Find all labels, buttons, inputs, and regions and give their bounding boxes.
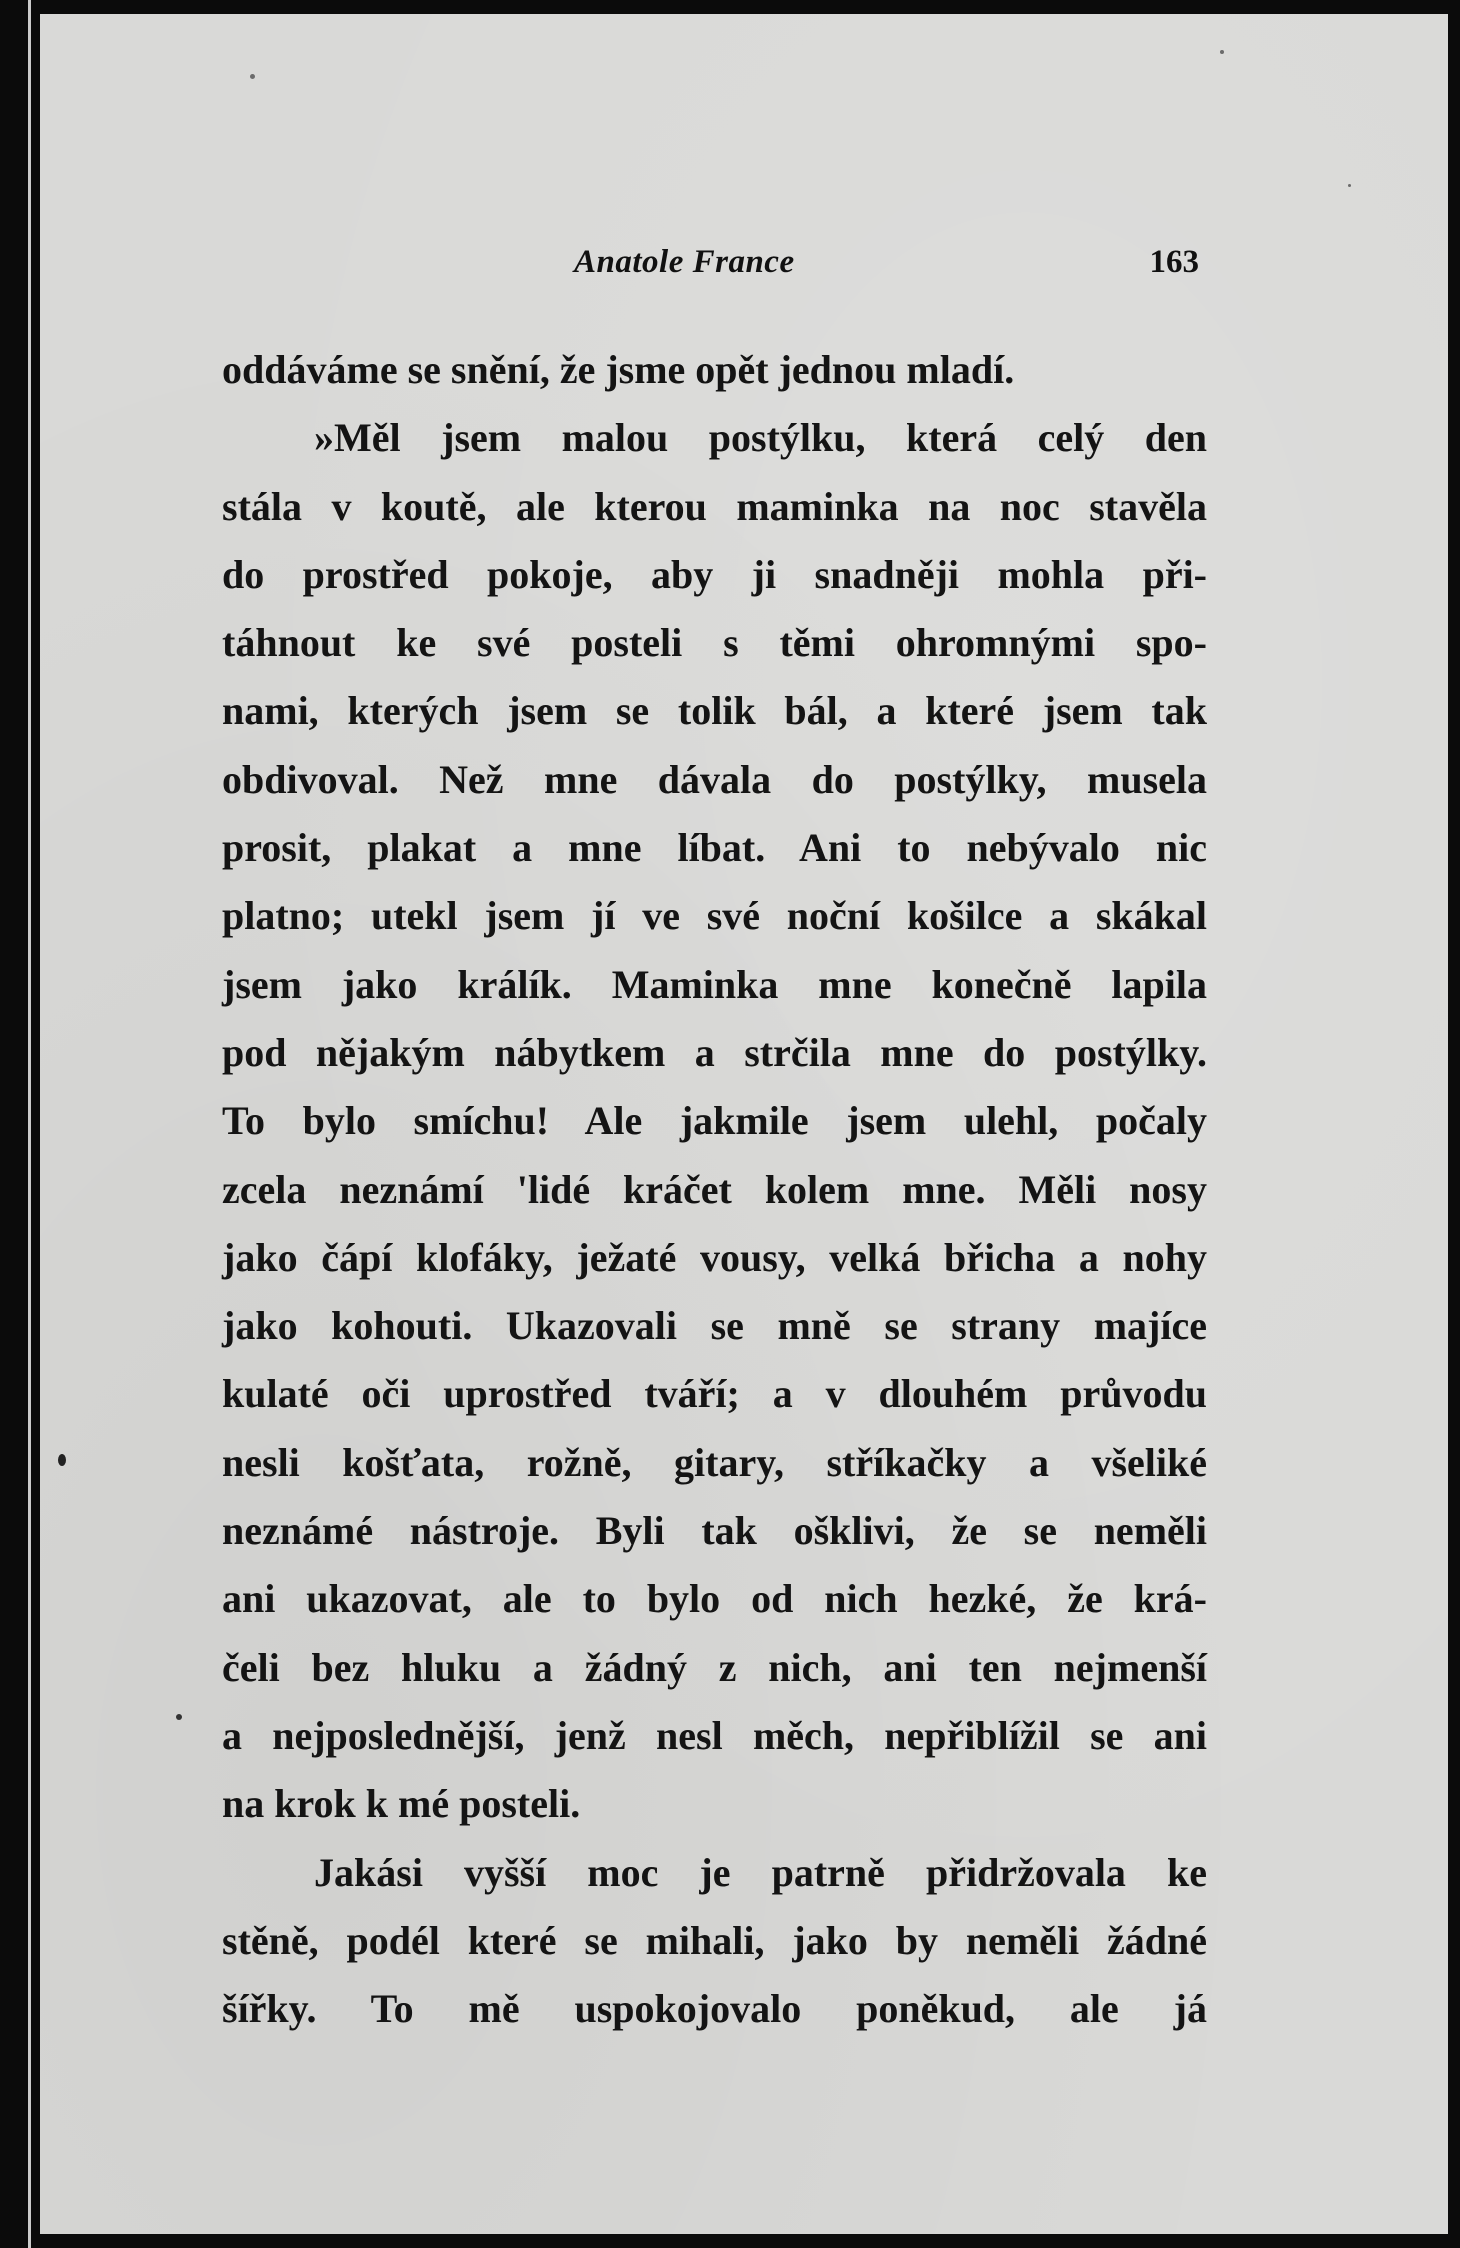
paper-speck xyxy=(1348,184,1351,187)
text-line: stěně, podél které se mihali, jako by neměli žádné xyxy=(222,1917,1207,1963)
binding-edge-line xyxy=(28,0,31,2248)
text-line: platno; utekl jsem jí ve své noční košilce a skákal xyxy=(222,893,1207,939)
text-line: »Měl jsem malou postýlku, která celý den xyxy=(314,415,1207,461)
text-line: Jakási vyšší moc je patrně přidržovala ke xyxy=(314,1849,1207,1895)
paper-speck xyxy=(176,1714,182,1720)
text-line: zcela neznámí 'lidé kráčet kolem mne. Měli nosy xyxy=(222,1166,1207,1212)
text-line: šířky. To mě uspokojovalo poněkud, ale já xyxy=(222,1986,1207,2032)
paper-speck xyxy=(250,74,255,79)
paper-speck xyxy=(1220,50,1224,54)
text-line: To bylo smíchu! Ale jakmile jsem ulehl, počaly xyxy=(222,1098,1207,1144)
text-line: obdivoval. Než mne dávala do postýlky, musela xyxy=(222,756,1207,802)
text-line: nami, kterých jsem se tolik bál, a které jsem tak xyxy=(222,688,1207,734)
paper-speck xyxy=(58,1454,66,1466)
text-line: jako čápí klofáky, ježaté vousy, velká břicha a nohy xyxy=(222,1234,1207,1280)
body-text xyxy=(222,336,1207,2043)
page-number: 163 xyxy=(1149,244,1199,280)
text-line: nesli košťata, rožně, gitary, stříkačky a všeliké xyxy=(222,1439,1207,1485)
text-line: neznámé nástroje. Byli tak ošklivi, že se neměli xyxy=(222,1508,1207,1554)
text-line: čeli bez hluku a žádný z nich, ani ten nejmenší xyxy=(222,1644,1207,1690)
text-line: jako kohouti. Ukazovali se mně se strany majíce xyxy=(222,1303,1207,1349)
text-line: pod nějakým nábytkem a strčila mne do postýlky. xyxy=(222,1029,1207,1075)
running-head xyxy=(224,244,1209,288)
text-line: do prostřed pokoje, aby ji snadněji mohla při- xyxy=(222,551,1207,597)
text-line: táhnout ke své posteli s těmi ohromnými spo- xyxy=(222,620,1207,666)
text-line: oddáváme se snění, že jsme opět jednou mladí. xyxy=(222,347,1015,392)
text-line: na krok k mé posteli. xyxy=(222,1781,581,1827)
text-line: ani ukazovat, ale to bylo od nich hezké, že krá- xyxy=(222,1576,1207,1622)
text-line: stála v koutě, ale kterou maminka na noc stavěla xyxy=(222,483,1207,529)
text-line: jsem jako králík. Maminka mne konečně lapila xyxy=(222,961,1207,1007)
text-line: prosit, plakat a mne líbat. Ani to nebývalo nic xyxy=(222,825,1207,871)
text-line: a nejposlednější, jenž nesl měch, nepřiblížil se ani xyxy=(222,1712,1207,1758)
running-title: Anatole France xyxy=(574,244,795,280)
text-line: kulaté oči uprostřed tváří; a v dlouhém průvodu xyxy=(222,1371,1207,1417)
